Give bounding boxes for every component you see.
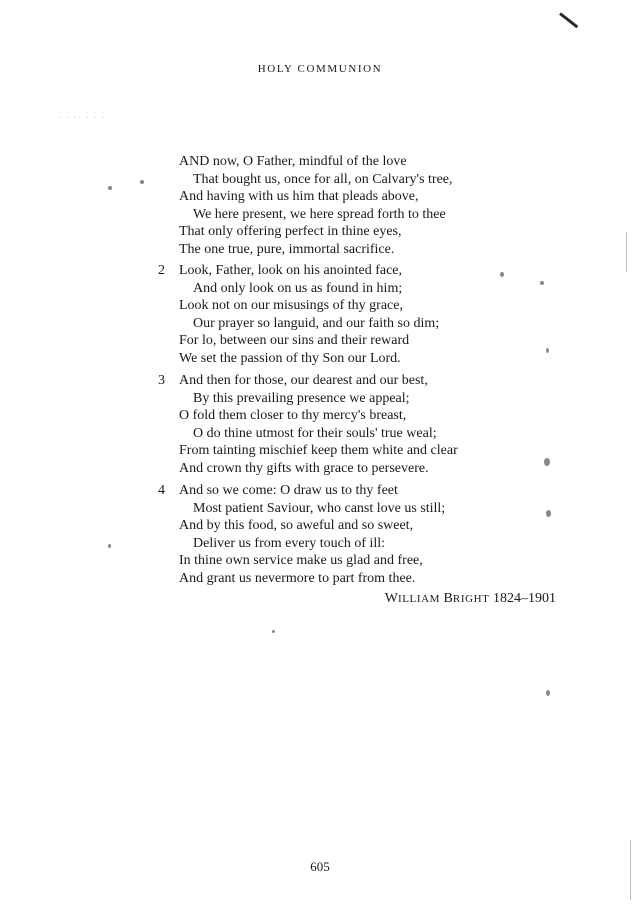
verse-line: Look not on our misusings of thy grace, [179,298,403,314]
verse-line: In thine own service make us glad and free, [179,553,423,569]
verse-line: And only look on us as found in him; [193,280,403,296]
verse-line: And having with us him that pleads above, [179,189,419,205]
verse-line: And crown thy gifts with grace to persevere. [179,460,429,476]
author-initial: W [384,591,398,606]
verse-line: And so we come: O draw us to thy feet [179,483,398,498]
scan-speck [108,544,111,548]
verse-line: O do thine utmost for their souls' true weal; [193,425,437,441]
verse-line: By this prevailing presence we appeal; [193,390,410,406]
verse-line: That only offering perfect in thine eyes, [179,224,402,240]
stanza-1 [179,153,579,259]
stanza-2 [158,262,579,368]
scan-mark [626,232,627,272]
scan-speck [272,630,275,633]
author-initial: B [443,591,453,606]
verse-line: Our prayer so languid, and our faith so dim; [193,315,440,331]
stanza-number: 2 [158,263,165,278]
running-header: HOLY COMMUNION [257,63,383,75]
scan-speck [140,180,144,184]
stanza-4 [158,482,579,588]
scan-speck [108,186,112,190]
verse-line: And by this food, so aweful and so sweet, [179,518,414,534]
stanza-3 [158,372,579,478]
verse-line: Deliver us from every touch of ill: [193,535,386,551]
stanza-number: 4 [158,483,165,498]
verse-line: AND now, O Father, mindful of the love [179,154,407,169]
author-dates: 1824–1901 [493,591,556,606]
verse-line: That bought us, once for all, on Calvary's tree, [193,171,453,187]
verse-line: The one true, pure, immortal sacrifice. [179,241,395,257]
page-number: 605 [310,859,330,874]
stanza-number: 3 [158,373,165,388]
author-attribution [385,591,556,607]
verse-line: Look, Father, look on his anointed face, [179,263,402,278]
verse-line: For lo, between our sins and their reward [179,333,410,349]
verse-line: From tainting mischief keep them white and clear [179,443,458,459]
verse-line: And grant us nevermore to part from thee. [179,570,416,586]
verse-line: Most patient Saviour, who canst love us still; [193,500,446,516]
scan-mark [559,12,578,28]
author-name-rest: RIGHT [452,593,490,605]
bleed-through: · · ·· · · · [58,113,106,124]
verse-line: And then for those, our dearest and our best, [179,373,428,388]
author-name-rest: ILLIAM [397,593,441,605]
scan-speck [546,690,550,696]
verse-line: We here present, we here spread forth to thee [193,206,446,222]
verse-line: O fold them closer to thy mercy's breast, [179,408,407,424]
verse-line: We set the passion of thy Son our Lord. [179,350,401,366]
